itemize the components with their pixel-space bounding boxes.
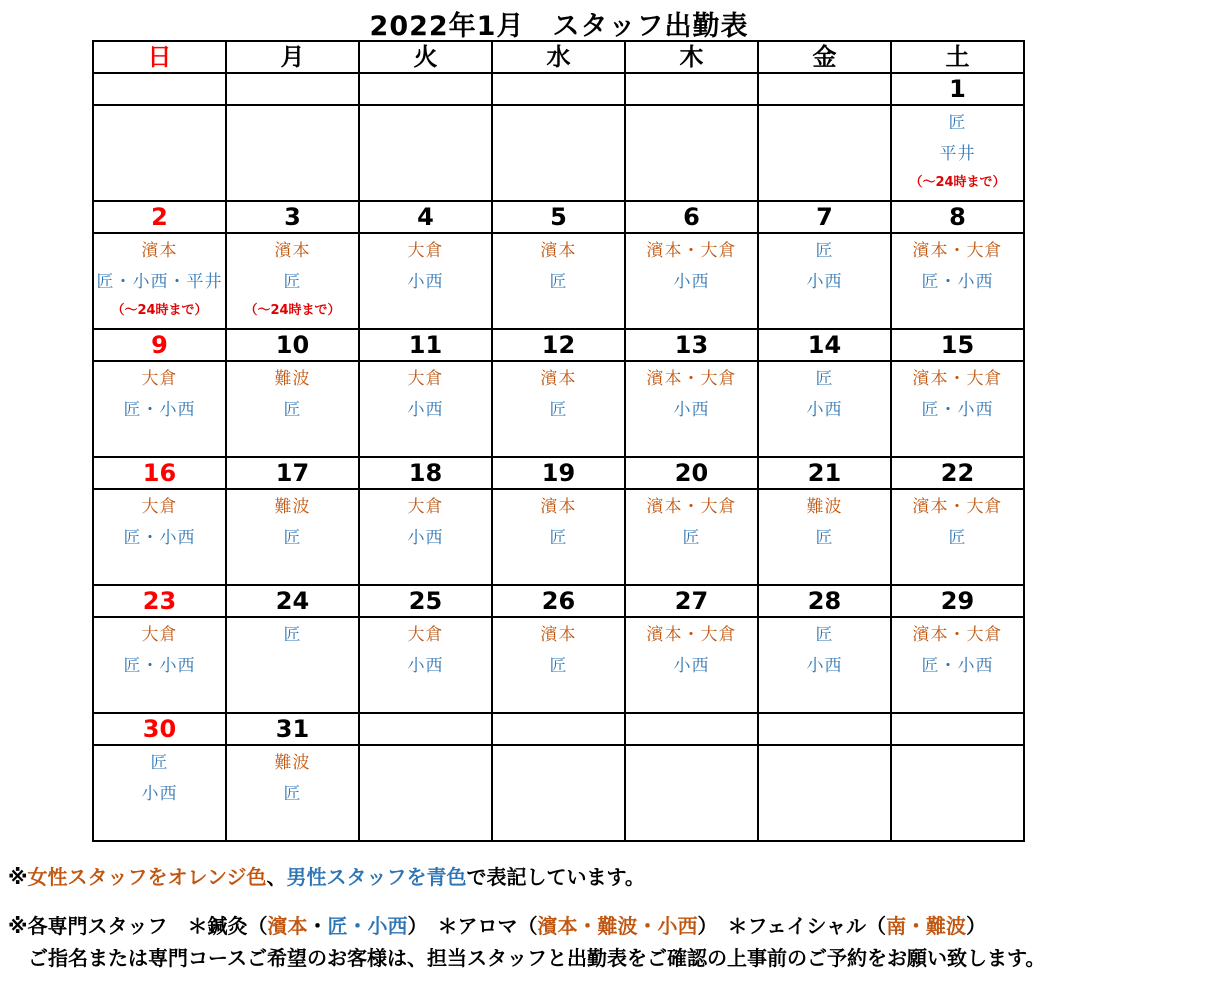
staff-line: 小西 [673,400,710,420]
weekday-sat: 土 [891,41,1024,73]
staff-cell [359,105,492,201]
staff-cell [93,489,226,585]
date-number [625,73,758,105]
staff-cell [891,233,1024,329]
staff-line: 匠 [549,528,568,548]
date-number: 3 [226,201,359,233]
staff-cell [226,361,359,457]
weekday-tue: 火 [359,41,492,73]
staff-line: 大倉 [407,497,444,517]
staff-line: 匠・小西 [123,528,196,548]
spec-end: ） [966,914,987,938]
spec-mid2: ） ＊フェイシャル（ [697,914,887,938]
staff-line: 小西 [141,784,178,804]
date-number: 9 [93,329,226,361]
staff-line: 匠 [283,272,302,292]
staff-cell [226,233,359,329]
weekday-wed: 水 [492,41,625,73]
color-legend-note [8,861,645,890]
spec-aroma: 濱本・難波・小西 [537,914,698,938]
date-number: 28 [758,585,891,617]
staff-line: 濱本・大倉 [912,241,1003,261]
date-number [359,73,492,105]
staff-cell [625,617,758,713]
spec-acu-female: 濱本 [267,914,308,938]
staff-cell [492,489,625,585]
weekday-header-row [93,41,1024,73]
staff-line: 濱本 [540,369,577,389]
staff-cell [359,233,492,329]
date-number: 13 [625,329,758,361]
staff-cell [891,489,1024,585]
staff-line: 匠・小西 [123,656,196,676]
staff-cell [492,233,625,329]
staff-line: 匠 [815,528,834,548]
week-staff-row [93,233,1024,329]
staff-cell [359,617,492,713]
date-number [93,73,226,105]
staff-line: 濱本・大倉 [646,625,737,645]
date-number: 1 [891,73,1024,105]
spec-acu-male: 匠・小西 [327,914,408,938]
legend-female: 女性スタッフをオレンジ色 [27,865,267,889]
staff-line: 匠 [682,528,701,548]
spec-acu-dot: ・ [307,914,328,938]
staff-line: 難波 [806,497,843,517]
date-number: 18 [359,457,492,489]
staff-line: 濱本・大倉 [912,625,1003,645]
legend-suffix: で表記しています。 [466,865,645,889]
week-date-row [93,201,1024,233]
staff-line: 小西 [806,272,843,292]
week-staff-row [93,105,1024,201]
staff-line: 匠・小西 [921,656,994,676]
date-number: 22 [891,457,1024,489]
staff-cell [93,617,226,713]
staff-line: 大倉 [407,369,444,389]
staff-cell [226,105,359,201]
date-number: 16 [93,457,226,489]
date-number: 17 [226,457,359,489]
date-number: 6 [625,201,758,233]
staff-line: 難波 [274,753,311,773]
date-number: 23 [93,585,226,617]
legend-male: 男性スタッフを青色 [286,865,467,889]
staff-line: 小西 [673,272,710,292]
date-number: 26 [492,585,625,617]
week-staff-row [93,361,1024,457]
staff-line: 大倉 [407,625,444,645]
staff-cell [758,489,891,585]
staff-line: 濱本 [540,625,577,645]
date-number: 31 [226,713,359,745]
date-number: 19 [492,457,625,489]
legend-sep: 、 [266,865,287,889]
week-staff-row [93,745,1024,841]
weekday-fri: 金 [758,41,891,73]
spec-prefix: ※各専門スタッフ ＊鍼灸（ [8,914,268,938]
staff-line: 小西 [407,656,444,676]
staff-line: 匠 [549,656,568,676]
date-number: 21 [758,457,891,489]
date-number: 10 [226,329,359,361]
staff-line: 匠 [948,113,967,133]
staff-cell [758,617,891,713]
staff-cell [625,745,758,841]
date-number [492,73,625,105]
staff-cell [93,745,226,841]
staff-line: 濱本 [540,497,577,517]
staff-line: 小西 [407,400,444,420]
staff-line: 濱本・大倉 [646,369,737,389]
spec-facial: 南・難波 [886,914,967,938]
staff-line: 匠 [283,528,302,548]
staff-line: 小西 [407,528,444,548]
week-date-row [93,457,1024,489]
staff-cell [492,745,625,841]
staff-cell [93,233,226,329]
date-number: 4 [359,201,492,233]
legend-prefix: ※ [8,865,28,889]
staff-cell [359,361,492,457]
staff-line: 匠・小西 [921,272,994,292]
staff-line: 匠 [815,241,834,261]
staff-line: 濱本・大倉 [646,241,737,261]
weekday-sun: 日 [93,41,226,73]
staff-line: 濱本・大倉 [646,497,737,517]
staff-cell [625,233,758,329]
staff-line: 濱本・大倉 [912,497,1003,517]
staff-cell [625,361,758,457]
week-date-row [93,585,1024,617]
date-number: 11 [359,329,492,361]
date-number [226,73,359,105]
week-staff-row [93,617,1024,713]
date-number: 24 [226,585,359,617]
date-number: 25 [359,585,492,617]
date-number [625,713,758,745]
staff-line: 匠 [815,369,834,389]
date-number: 8 [891,201,1024,233]
staff-line: 小西 [407,272,444,292]
staff-line: 小西 [806,400,843,420]
week-date-row [93,73,1024,105]
staff-cell [758,105,891,201]
staff-cell [359,745,492,841]
staff-calendar [92,40,1025,842]
staff-line: 大倉 [141,625,178,645]
staff-cell [226,489,359,585]
staff-line: 匠 [549,400,568,420]
staff-line: 匠 [549,272,568,292]
staff-line: 大倉 [141,497,178,517]
date-number: 15 [891,329,1024,361]
staff-line: 匠・小西・平井 [96,272,223,292]
staff-line: 平井 [939,144,976,164]
date-number: 29 [891,585,1024,617]
week-date-row [93,713,1024,745]
staff-line: 濱本・大倉 [912,369,1003,389]
staff-cell [226,745,359,841]
staff-cell [492,105,625,201]
staff-line: 匠・小西 [921,400,994,420]
staff-line: 濱本 [141,241,178,261]
date-number [891,713,1024,745]
date-number: 20 [625,457,758,489]
date-number: 27 [625,585,758,617]
reservation-note: ご指名または専門コースご希望のお客様は、担当スタッフと出勤表をご確認の上事前のご予約をお願い致します。 [28,946,1046,970]
staff-line: 難波 [274,369,311,389]
week-date-row [93,329,1024,361]
staff-line: 匠 [283,784,302,804]
staff-line: 濱本 [540,241,577,261]
staff-cell [891,745,1024,841]
staff-line: 難波 [274,497,311,517]
date-number [758,713,891,745]
weekday-thu: 木 [625,41,758,73]
staff-cell [625,105,758,201]
staff-cell [625,489,758,585]
staff-cell [359,489,492,585]
staff-line: 大倉 [407,241,444,261]
staff-cell [758,361,891,457]
staff-line: 小西 [806,656,843,676]
hours-note: （～24時まで） [909,175,1006,190]
page-title: 2022年1月 スタッフ出勤表 [369,11,749,42]
date-number [758,73,891,105]
date-number: 2 [93,201,226,233]
staff-cell [492,361,625,457]
date-number [359,713,492,745]
staff-cell [492,617,625,713]
staff-cell [93,105,226,201]
staff-cell [891,617,1024,713]
staff-line: 匠 [948,528,967,548]
hours-note: （～24時まで） [111,303,208,318]
staff-line: 濱本 [274,241,311,261]
staff-line: 匠 [815,625,834,645]
staff-line: 匠 [150,753,169,773]
staff-line: 大倉 [141,369,178,389]
staff-cell [891,361,1024,457]
date-number: 7 [758,201,891,233]
staff-line: 小西 [673,656,710,676]
date-number: 12 [492,329,625,361]
staff-cell [226,617,359,713]
specialist-note [8,910,986,939]
date-number: 5 [492,201,625,233]
staff-line: 匠 [283,625,302,645]
weekday-mon: 月 [226,41,359,73]
staff-cell [758,233,891,329]
staff-cell [93,361,226,457]
staff-cell [891,105,1024,201]
date-number: 14 [758,329,891,361]
staff-line: 匠・小西 [123,400,196,420]
spec-mid1: ） ＊アロマ（ [407,914,538,938]
hours-note: （～24時まで） [244,303,341,318]
date-number: 30 [93,713,226,745]
week-staff-row [93,489,1024,585]
date-number [492,713,625,745]
staff-cell [758,745,891,841]
staff-line: 匠 [283,400,302,420]
